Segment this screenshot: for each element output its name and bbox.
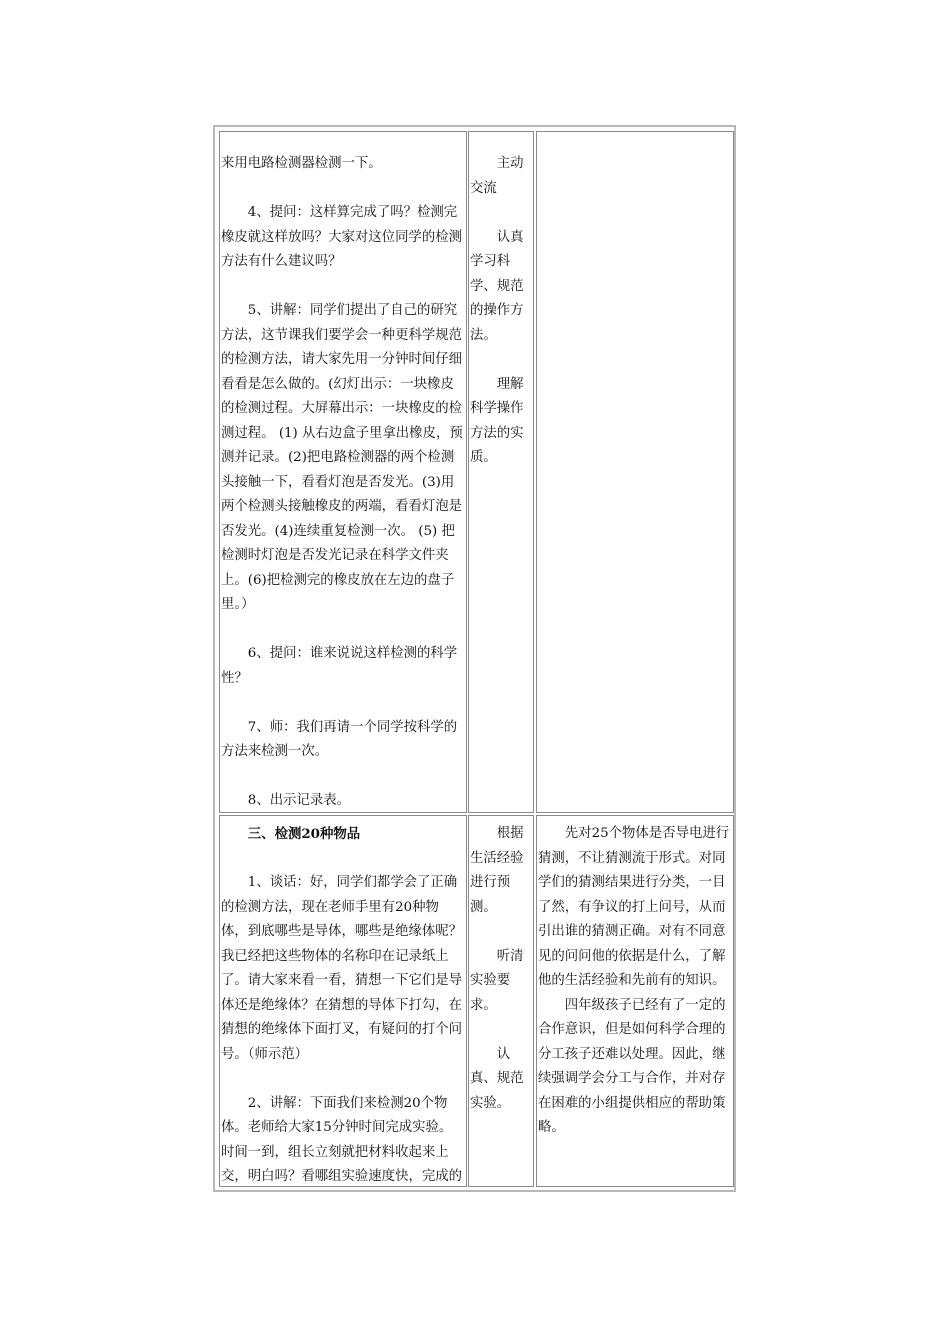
- paragraph-gap: [470, 1018, 532, 1043]
- paragraph: 7、师：我们再请一个同学按科学的方法来检测一次。: [221, 719, 458, 759]
- row2-design-intent-cell: [536, 815, 734, 1187]
- row1-design-intent-cell: [536, 131, 734, 813]
- row2-col3-content: [537, 822, 733, 1141]
- paragraph-gap: [221, 177, 465, 202]
- paragraph: 四年级孩子已经有了一定的合作意识，但是如何科学合理的分工孩子还难以处理。因此，继续强调学会分工与合作，并对存在困难的小组提供相应的帮助策略。: [538, 997, 726, 1135]
- row1-student-activity-cell: [468, 131, 534, 813]
- paragraph: 先对25个物体是否导电进行猜测，不让猜测流于形式。对同学们的猜测结果进行分类，一目了然，有争议的打上问号，从而引出谁的猜测正确。对有不同意见的问问他的依据是什么，了解他的生活经验和先前有的知识。: [538, 826, 730, 988]
- row2-col2-content: [469, 822, 533, 1116]
- row2-col1-content: [220, 822, 466, 1187]
- paragraph: 认真、规范实验。: [470, 1046, 524, 1111]
- paragraph-gap: [221, 765, 465, 790]
- paragraph-gap: [221, 618, 465, 643]
- paragraph: 1、谈话：好，同学们都学会了正确的检测方法，现在老师手里有20种物体，到底哪些是导体，哪些是绝缘体呢？我已经把这些物体的名称印在记录纸上了。请大家来看一看，猜想一下它们是导体还是绝缘体？在猜想的导体下打勾，在猜想的绝缘体下面打叉，有疑问的打个问号。（师示范）: [221, 875, 463, 1062]
- spacer: [470, 132, 532, 152]
- paragraph: 理解科学操作方法的实质。: [470, 376, 524, 465]
- lesson-plan-table: [213, 125, 736, 1192]
- paragraph-gap: [470, 920, 532, 945]
- paragraph: 4、提问：这样算完成了吗？检测完橡皮就这样放吗？大家对这位同学的检测方法有什么建议吗？: [221, 205, 463, 269]
- paragraph: 主动交流: [470, 156, 524, 196]
- paragraph: 根据生活经验进行预测。: [470, 826, 524, 915]
- paragraph-gap: [221, 691, 465, 716]
- paragraph-gap: [470, 348, 532, 373]
- paragraph: 8、出示记录表。: [247, 793, 351, 808]
- paragraph-gap: [221, 847, 465, 872]
- paragraph: 6、提问：谁来说说这样检测的科学性？: [221, 646, 458, 686]
- paragraph-gap: [221, 1067, 465, 1092]
- row1-col1-content: [220, 132, 466, 813]
- row1-teacher-activity-cell: [219, 131, 467, 813]
- section-heading: 三、检测20种物品: [247, 826, 361, 842]
- paragraph: 认真学习科学、规范的操作方法。: [470, 229, 524, 343]
- paragraph-gap: [221, 275, 465, 300]
- row2-student-activity-cell: [468, 815, 534, 1187]
- paragraph: 听清实验要求。: [470, 948, 524, 1013]
- paragraph: 来用电路检测器检测一下。: [221, 156, 382, 171]
- paragraph-gap: [470, 201, 532, 226]
- paragraph: 2、讲解：下面我们来检测20个物体。老师给大家15分钟时间完成实验。时间一到，组长立刻就把材料收起来上交，明白吗？看哪组实验速度快，完成的: [221, 1095, 463, 1184]
- paragraph: 5、讲解：同学们提出了自己的研究方法，这节课我们要学会一种更科学规范的检测方法，请大家先用一分钟时间仔细看看是怎么做的。(幻灯出示：一块橡皮的检测过程。大屏幕出示：一块橡皮的检测过程。 (1) 从右边盒子里拿出橡皮，预测并记录。(2)把电路检测器的两个检测头接触一下，看看灯泡是否发光。(3)用两个检测头接触橡皮的两端，看看灯泡是否发光。(4)连续重复检测一次。 (5) 把检测时灯泡是否发光记录在科学文件夹上。(6)把检测完的橡皮放在左边的盘子里。）: [221, 303, 463, 612]
- row1-col2-content: [469, 132, 533, 471]
- spacer: [221, 132, 465, 152]
- row2-teacher-activity-cell: [219, 815, 467, 1187]
